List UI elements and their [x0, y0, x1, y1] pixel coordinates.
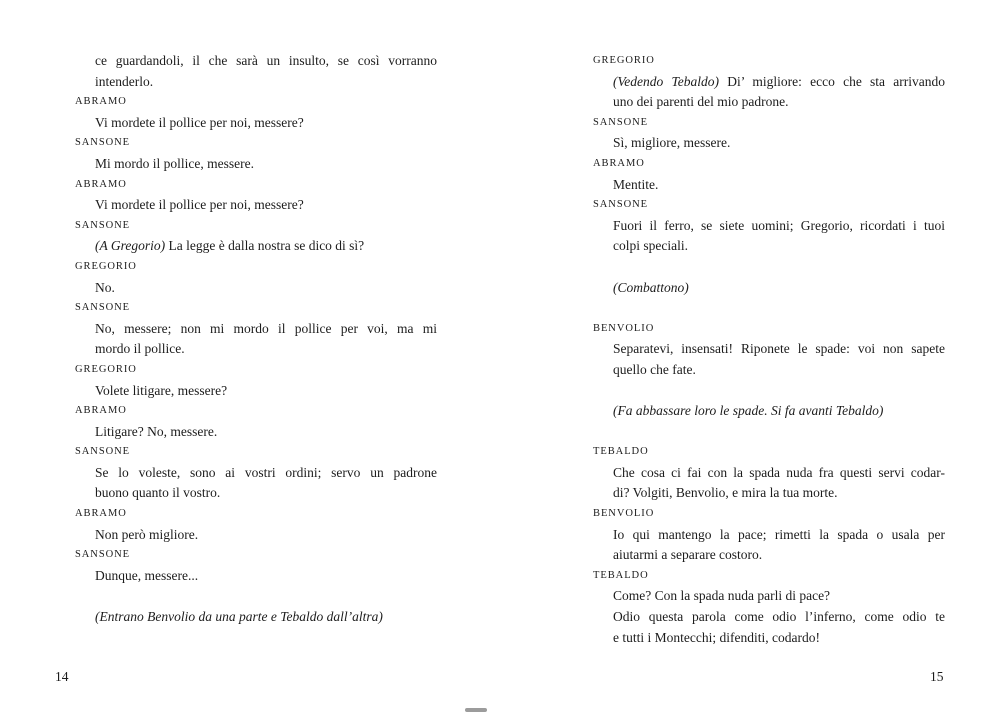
- dialogue-line: (A Gregorio) La legge è dalla nostra se dico di sì?: [95, 238, 365, 254]
- dialogue-line: Odio questa parola come odio l’inferno, come odio te: [613, 609, 945, 625]
- speaker-label: ABRAMO: [75, 96, 127, 108]
- blank-line: [593, 257, 945, 278]
- dialogue-line: mordo il pollice.: [95, 341, 185, 357]
- speaker-label: GREGORIO: [75, 363, 137, 375]
- stage-direction: (Entrano Benvolio da una parte e Tebaldo dall’altra): [95, 609, 383, 625]
- blank-line: [593, 298, 945, 319]
- dialogue-line: No.: [95, 279, 115, 295]
- speaker-label: GREGORIO: [75, 260, 137, 272]
- speaker-label: SANSONE: [593, 199, 649, 211]
- speaker-label: TEBALDO: [593, 446, 649, 458]
- page-left-text-column: [75, 51, 437, 628]
- dialogue-line: (Vedendo Tebaldo) Di’ migliore: ecco che sta arrivando: [613, 73, 945, 89]
- speaker-label: SANSONE: [593, 116, 649, 128]
- speaker-label: ABRAMO: [75, 178, 127, 190]
- blank-line: [75, 586, 437, 607]
- speaker-label: SANSONE: [75, 549, 131, 561]
- dialogue-line: buono quanto il vostro.: [95, 485, 221, 501]
- dialogue-line: Io qui mantengo la pace; rimetti la spada o usala per: [613, 526, 945, 542]
- speaker-label: ABRAMO: [75, 405, 127, 417]
- dialogue-line: Vi mordete il pollice per noi, messere?: [95, 114, 304, 130]
- drag-handle[interactable]: [465, 708, 487, 712]
- dialogue-line: colpi speciali.: [613, 238, 688, 254]
- speaker-label: ABRAMO: [75, 508, 127, 520]
- dialogue-line: Sì, migliore, messere.: [613, 135, 731, 151]
- speaker-label: ABRAMO: [593, 157, 645, 169]
- dialogue-line: uno dei parenti del mio padrone.: [613, 94, 789, 110]
- blank-line: [593, 422, 945, 443]
- stage-direction: (Combattono): [613, 279, 689, 295]
- dialogue-line: Non però migliore.: [95, 526, 199, 542]
- speaker-label: SANSONE: [75, 302, 131, 314]
- dialogue-line: Come? Con la spada nuda parli di pace?: [613, 588, 831, 604]
- speaker-label: GREGORIO: [593, 55, 655, 66]
- dialogue-line: ce guardandoli, il che sarà un insulto, se così vorranno: [95, 53, 437, 68]
- dialogue-line: No, messere; non mi mordo il pollice per voi, ma mi: [95, 320, 437, 336]
- dialogue-line: aiutarmi a separare costoro.: [613, 547, 763, 563]
- page-number-right: 15: [930, 669, 944, 684]
- dialogue-line: Fuori il ferro, se siete uomini; Gregorio, ricordati i tuoi: [613, 217, 945, 233]
- dialogue-line: Che cosa ci fai con la spada nuda fra questi servi codar-: [613, 464, 945, 480]
- dialogue-line: intenderlo.: [95, 73, 154, 89]
- speaker-label: BENVOLIO: [593, 322, 655, 334]
- blank-line: [593, 381, 945, 402]
- dialogue-line: Volete litigare, messere?: [95, 382, 228, 398]
- dialogue-line: di? Volgiti, Benvolio, e mira la tua morte.: [613, 485, 838, 501]
- speaker-label: SANSONE: [75, 137, 131, 149]
- dialogue-line: Separatevi, insensati! Riponete le spade: voi non sapete: [613, 341, 945, 357]
- dialogue-line: quello che fate.: [613, 361, 696, 377]
- dialogue-line: Dunque, messere...: [95, 567, 199, 583]
- page-number-left: 14: [55, 669, 69, 684]
- speaker-label: TEBALDO: [593, 569, 649, 581]
- stage-direction: (Fa abbassare loro le spade. Si fa avanti Tebaldo): [613, 403, 884, 419]
- dialogue-line: Se lo voleste, sono ai vostri ordini; servo un padrone: [95, 464, 437, 480]
- dialogue-line: e tutti i Montecchi; difenditi, codardo!: [613, 629, 820, 645]
- speaker-label: SANSONE: [75, 446, 131, 458]
- page-right-text-column: [593, 51, 945, 648]
- dialogue-line: Litigare? No, messere.: [95, 423, 218, 439]
- speaker-label: SANSONE: [75, 219, 131, 231]
- dialogue-line: Mentite.: [613, 176, 659, 192]
- speaker-label: BENVOLIO: [593, 508, 655, 520]
- dialogue-line: Vi mordete il pollice per noi, messere?: [95, 197, 304, 213]
- dialogue-line: Mi mordo il pollice, messere.: [95, 155, 254, 171]
